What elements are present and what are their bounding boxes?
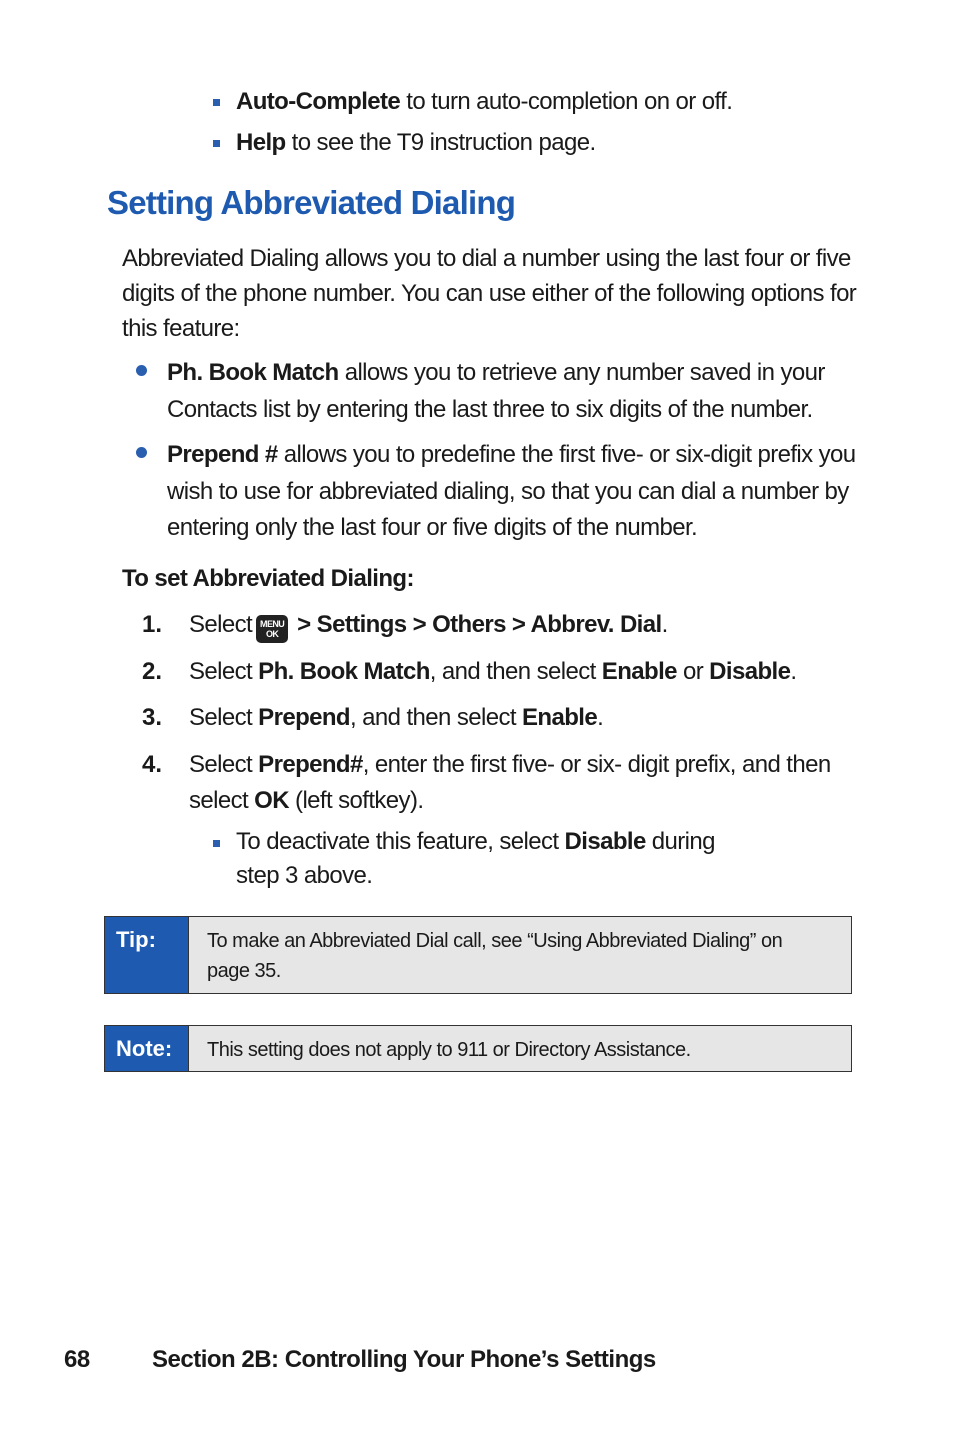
bullet-text: to see the T9 instruction page.: [285, 129, 596, 156]
option-text: allows you to predefine the first five- or six-digit prefix you: [277, 441, 856, 468]
step-text: select: [189, 787, 255, 814]
procedure-title: To set Abbreviated Dialing:: [122, 565, 414, 592]
step-text: (left softkey).: [288, 787, 424, 814]
step-text: Select: [189, 704, 259, 731]
step-number: 1.: [142, 611, 163, 638]
term: OK: [254, 787, 289, 814]
sub-note: [236, 825, 715, 859]
term: Prepend: [258, 704, 350, 731]
bullet-square-icon: [213, 140, 220, 147]
section-footer: Section 2B: Controlling Your Phone’s Settings: [152, 1346, 656, 1373]
step-text: , enter the first five- or six- digit prefix, and then: [362, 751, 831, 778]
step-text: .: [790, 658, 797, 685]
term: Prepend #: [167, 441, 278, 468]
term: Help: [236, 129, 286, 156]
step-text: , and then select: [429, 658, 602, 685]
step-number: 4.: [142, 751, 163, 778]
step-number: 3.: [142, 704, 163, 731]
step-number: 2.: [142, 658, 163, 685]
term: Enable: [601, 658, 677, 685]
option-text: entering only the last four or five digits of the number.: [167, 514, 698, 541]
menu-path: > Settings > Others > Abbrev. Dial: [291, 611, 662, 638]
term: Disable: [709, 658, 791, 685]
step-1: [189, 607, 668, 643]
bullet-text: to turn auto-completion on or off.: [400, 88, 733, 115]
step-text: , and then select: [350, 704, 522, 731]
sub-note-cont: step 3 above.: [236, 862, 373, 889]
step-text: or: [676, 658, 710, 685]
page-number: 68: [64, 1346, 90, 1373]
note-text: This setting does not apply to 911 or Directory Assistance.: [189, 1026, 851, 1071]
note-box: [104, 1025, 852, 1072]
bullet-dot-icon: [136, 447, 147, 458]
tip-box: [104, 916, 852, 994]
bullet-dot-icon: [136, 365, 147, 376]
bullet-square-icon: [213, 840, 220, 847]
intro-line: digits of the phone number. You can use either of the following options for: [122, 280, 857, 307]
bullet-auto-complete: [236, 84, 732, 120]
term: Ph. Book Match: [167, 359, 339, 386]
menu-ok-key-icon: [256, 615, 288, 643]
step-3: [189, 700, 603, 736]
tip-text: To make an Abbreviated Dial call, see “Using Abbreviated Dialing” on page 35.: [189, 917, 851, 993]
term: Ph. Book Match: [258, 658, 430, 685]
option-ph-book-match: [167, 355, 825, 391]
step-text: Select: [189, 658, 259, 685]
term: Enable: [522, 704, 598, 731]
key-label: MENU: [260, 619, 285, 629]
option-text: allows you to retrieve any number saved in your: [338, 359, 825, 386]
option-prepend: [167, 437, 856, 473]
option-text: wish to use for abbreviated dialing, so that you can dial a number by: [167, 478, 849, 505]
step-text: .: [597, 704, 604, 731]
section-heading: Setting Abbreviated Dialing: [107, 184, 516, 221]
step-2: [189, 654, 796, 690]
tip-label: Tip:: [105, 917, 189, 993]
intro-line: Abbreviated Dialing allows you to dial a number using the last four or five: [122, 245, 851, 272]
intro-line: this feature:: [122, 315, 240, 342]
step-text: Select: [189, 751, 259, 778]
step-text: Select: [189, 611, 253, 638]
step-4-cont: [189, 783, 423, 819]
note-label: Note:: [105, 1026, 189, 1071]
term: Disable: [564, 828, 646, 855]
step-text: .: [661, 611, 668, 638]
key-label: OK: [265, 629, 279, 639]
term: Prepend#: [258, 751, 363, 778]
note-text: To deactivate this feature, select: [236, 828, 565, 855]
bullet-help: [236, 125, 596, 161]
note-text: during: [645, 828, 715, 855]
term: Auto-Complete: [236, 88, 401, 115]
option-text: Contacts list by entering the last three to six digits of the number.: [167, 396, 813, 423]
bullet-square-icon: [213, 99, 220, 106]
step-4: [189, 747, 831, 783]
